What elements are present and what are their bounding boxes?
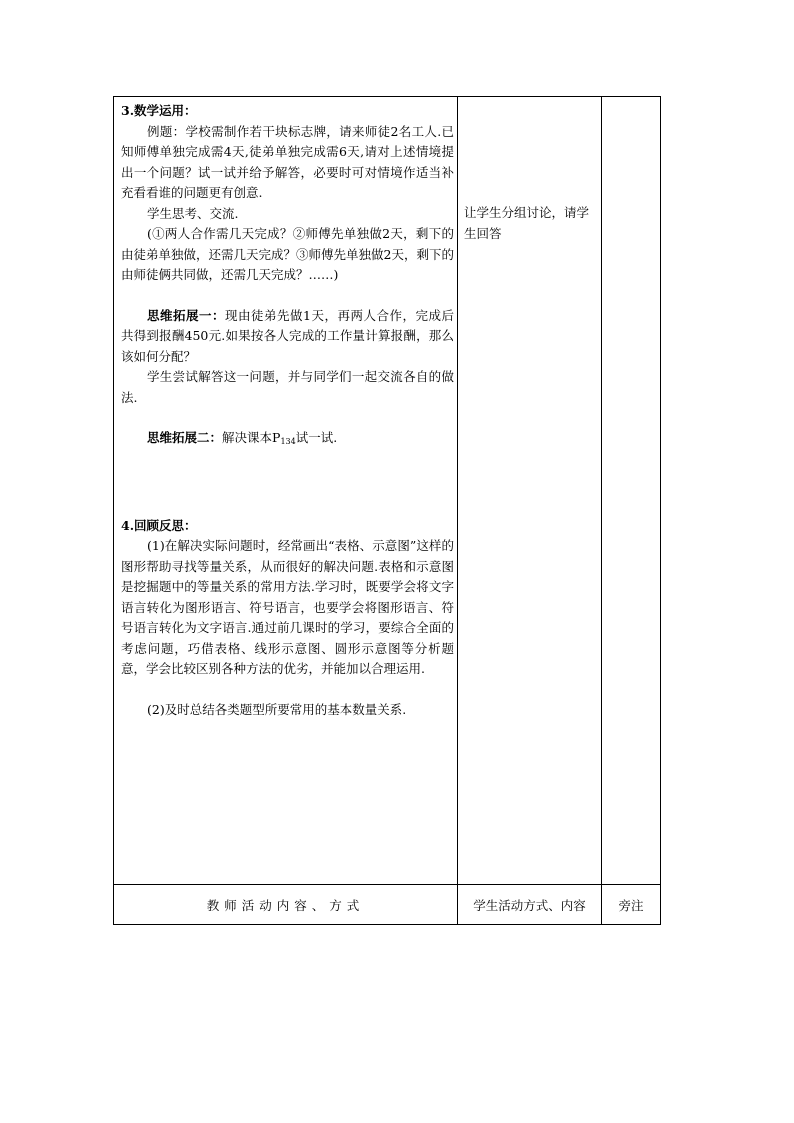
extension-two-text: 解决课本P	[222, 430, 281, 445]
footer-teacher-activity: 教师活动内容、方式	[206, 898, 365, 913]
extension-one-text: 现由徒弟先做1天，再两人合作，完成后共得到报酬450元.如果按各人完成的工作量计算报酬，那么该如何分配？	[121, 307, 454, 364]
discuss-text: 学生思考、交流.	[147, 205, 239, 221]
footer-side-note: 旁注	[618, 898, 644, 913]
extension-one-follow: 学生尝试解答这一问题，并与同学们一起交流各自的做法.	[121, 369, 454, 405]
section4-heading: 4.回顾反思：	[121, 517, 197, 533]
page-subscript: 134	[280, 437, 296, 446]
extension-one-title: 思维拓展一：	[147, 307, 226, 323]
teacher-activity-cell	[121, 101, 454, 720]
extension-one	[121, 306, 454, 368]
extension-two-title: 思维拓展二：	[147, 430, 223, 445]
student-activity-cell: 让学生分组讨论，请学生回答	[464, 205, 590, 241]
extension-two	[121, 428, 454, 453]
footer-student-activity: 学生活动方式、内容	[473, 898, 586, 913]
lesson-table	[113, 96, 661, 925]
example-text: 例题：学校需制作若干块标志牌，请来师徒2名工人.已知师傅单独完成需4天,徒弟单独完成需6天,请对上述情境提出一个问题？试一试并给予解答，必要时可对情境作适当补充看看谁的问题更有创意.	[121, 123, 454, 200]
answers-text: (①两人合作需几天完成？②师傅先单独做2天，剩下的由徒弟单独做，还需几天完成？③师傅先单独做2天，剩下的由师徒俩共同做，还需几天完成？……)	[121, 226, 454, 282]
reflection-point-1: (1)在解决实际问题时，经常画出“表格、示意图”这样的图形帮助寻找等量关系，从而很好的解决问题.表格和示意图是挖掘题中的等量关系的常用方法.学习时，既要学会将文字语言转化为图形语言、符号语言，也要学会将图形语言、符号语言转化为文字语言.通过前几课时的学习，要综合全面的考虑问题，巧借表格、线形示意图、圆形示意图等分析题意，学会比较区别各种方法的优劣，并能加以合理运用.	[121, 538, 454, 676]
extension-two-tail: 试一试.	[295, 430, 338, 445]
section3-heading: 3.数学运用：	[121, 103, 197, 118]
column-divider	[457, 97, 458, 924]
reflection-point-2: (2)及时总结各类题型所要常用的基本数量关系.	[147, 701, 407, 717]
column-divider	[601, 97, 602, 924]
